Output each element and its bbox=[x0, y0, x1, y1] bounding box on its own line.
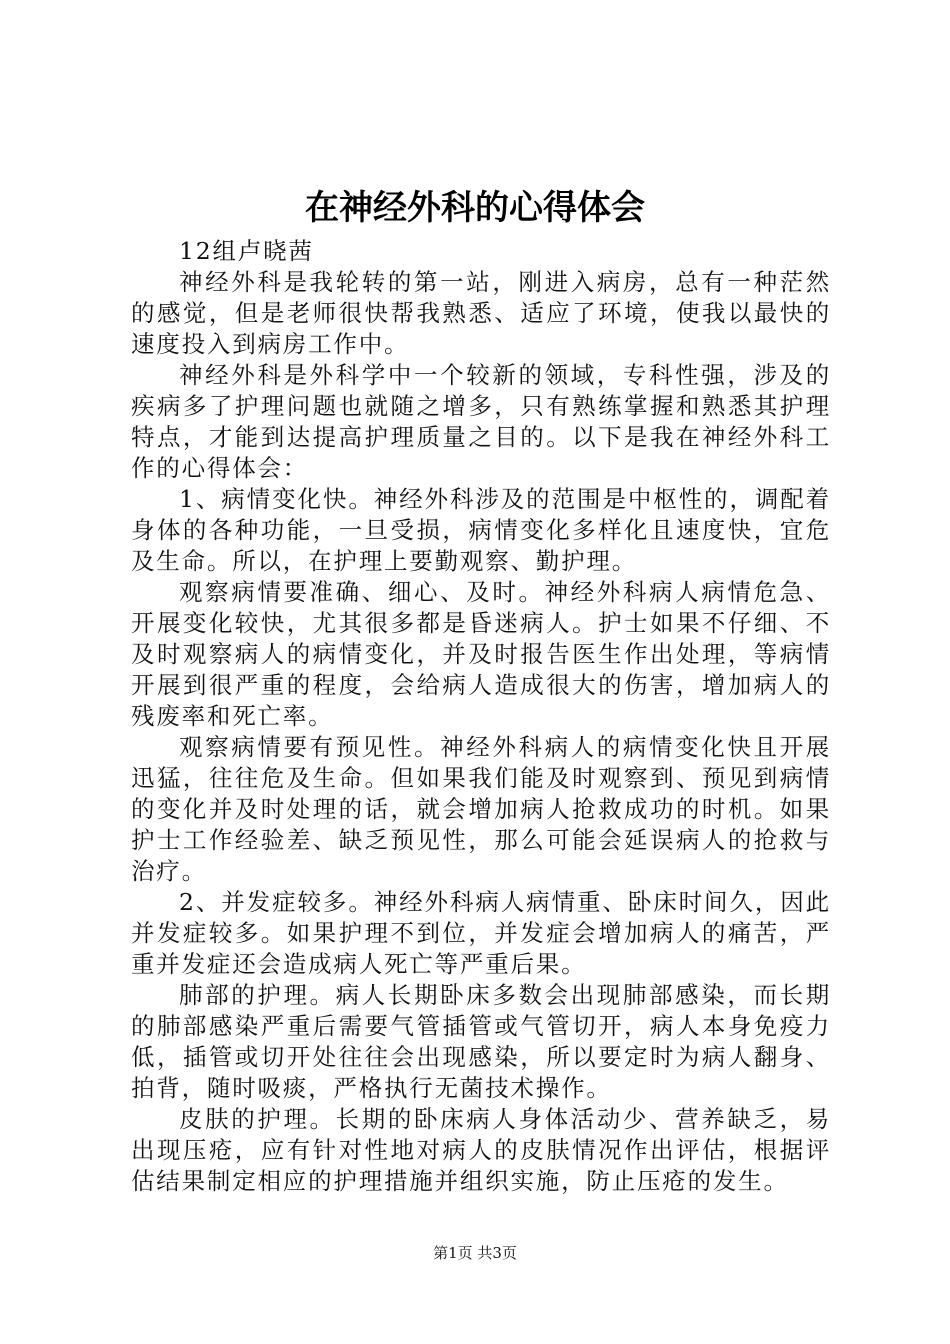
paragraph: 神经外科是外科学中一个较新的领域，专科性强，涉及的疾病多了护理问题也就随之增多，只有熟练掌握和熟悉其护理特点，才能到达提高护理质量之目的。以下是我在神经外科工作的心得体会： bbox=[131, 361, 831, 482]
document-title: 在神经外科的心得体会 bbox=[305, 188, 645, 228]
paragraph: 1、病情变化快。神经外科涉及的范围是中枢性的，调配着身体的各种功能，一旦受损，病情变化多样化且速度快，宜危及生命。所以，在护理上要勤观察、勤护理。 bbox=[131, 485, 831, 575]
paragraph: 观察病情要有预见性。神经外科病人的病情变化快且开展迅猛，往往危及生命。但如果我们能及时观察到、预见到病情的变化并及时处理的话，就会增加病人抢救成功的时机。如果护士工作经验差、缺乏预见性，那么可能会延误病人的抢救与治疗。 bbox=[131, 733, 831, 885]
paragraph: 神经外科是我轮转的第一站，刚进入病房，总有一种茫然的感觉，但是老师很快帮我熟悉、适应了环境，使我以最快的速度投入到病房工作中。 bbox=[131, 268, 831, 358]
author-line: 12组卢晓茜 bbox=[179, 237, 314, 265]
paragraph: 2、并发症较多。神经外科病人病情重、卧床时间久，因此并发症较多。如果护理不到位，并发症会增加病人的痛苦，严重并发症还会造成病人死亡等严重后果。 bbox=[131, 888, 831, 978]
document-body bbox=[131, 236, 831, 1197]
page-number-footer: 第1页 共3页 bbox=[433, 1244, 517, 1262]
paragraph: 皮肤的护理。长期的卧床病人身体活动少、营养缺乏，易出现压疮，应有针对性地对病人的皮肤情况作出评估，根据评估结果制定相应的护理措施并组织实施，防止压疮的发生。 bbox=[131, 1105, 831, 1195]
paragraph: 肺部的护理。病人长期卧床多数会出现肺部感染，而长期的肺部感染严重后需要气管插管或气管切开，病人本身免疫力低，插管或切开处往往会出现感染，所以要定时为病人翻身、拍背，随时吸痰，严格执行无菌技术操作。 bbox=[131, 981, 831, 1102]
paragraph: 观察病情要准确、细心、及时。神经外科病人病情危急、开展变化较快，尤其很多都是昏迷病人。护士如果不仔细、不及时观察病人的病情变化，并及时报告医生作出处理，等病情开展到很严重的程度，会给病人造成很大的伤害，增加病人的残废率和死亡率。 bbox=[131, 578, 831, 730]
